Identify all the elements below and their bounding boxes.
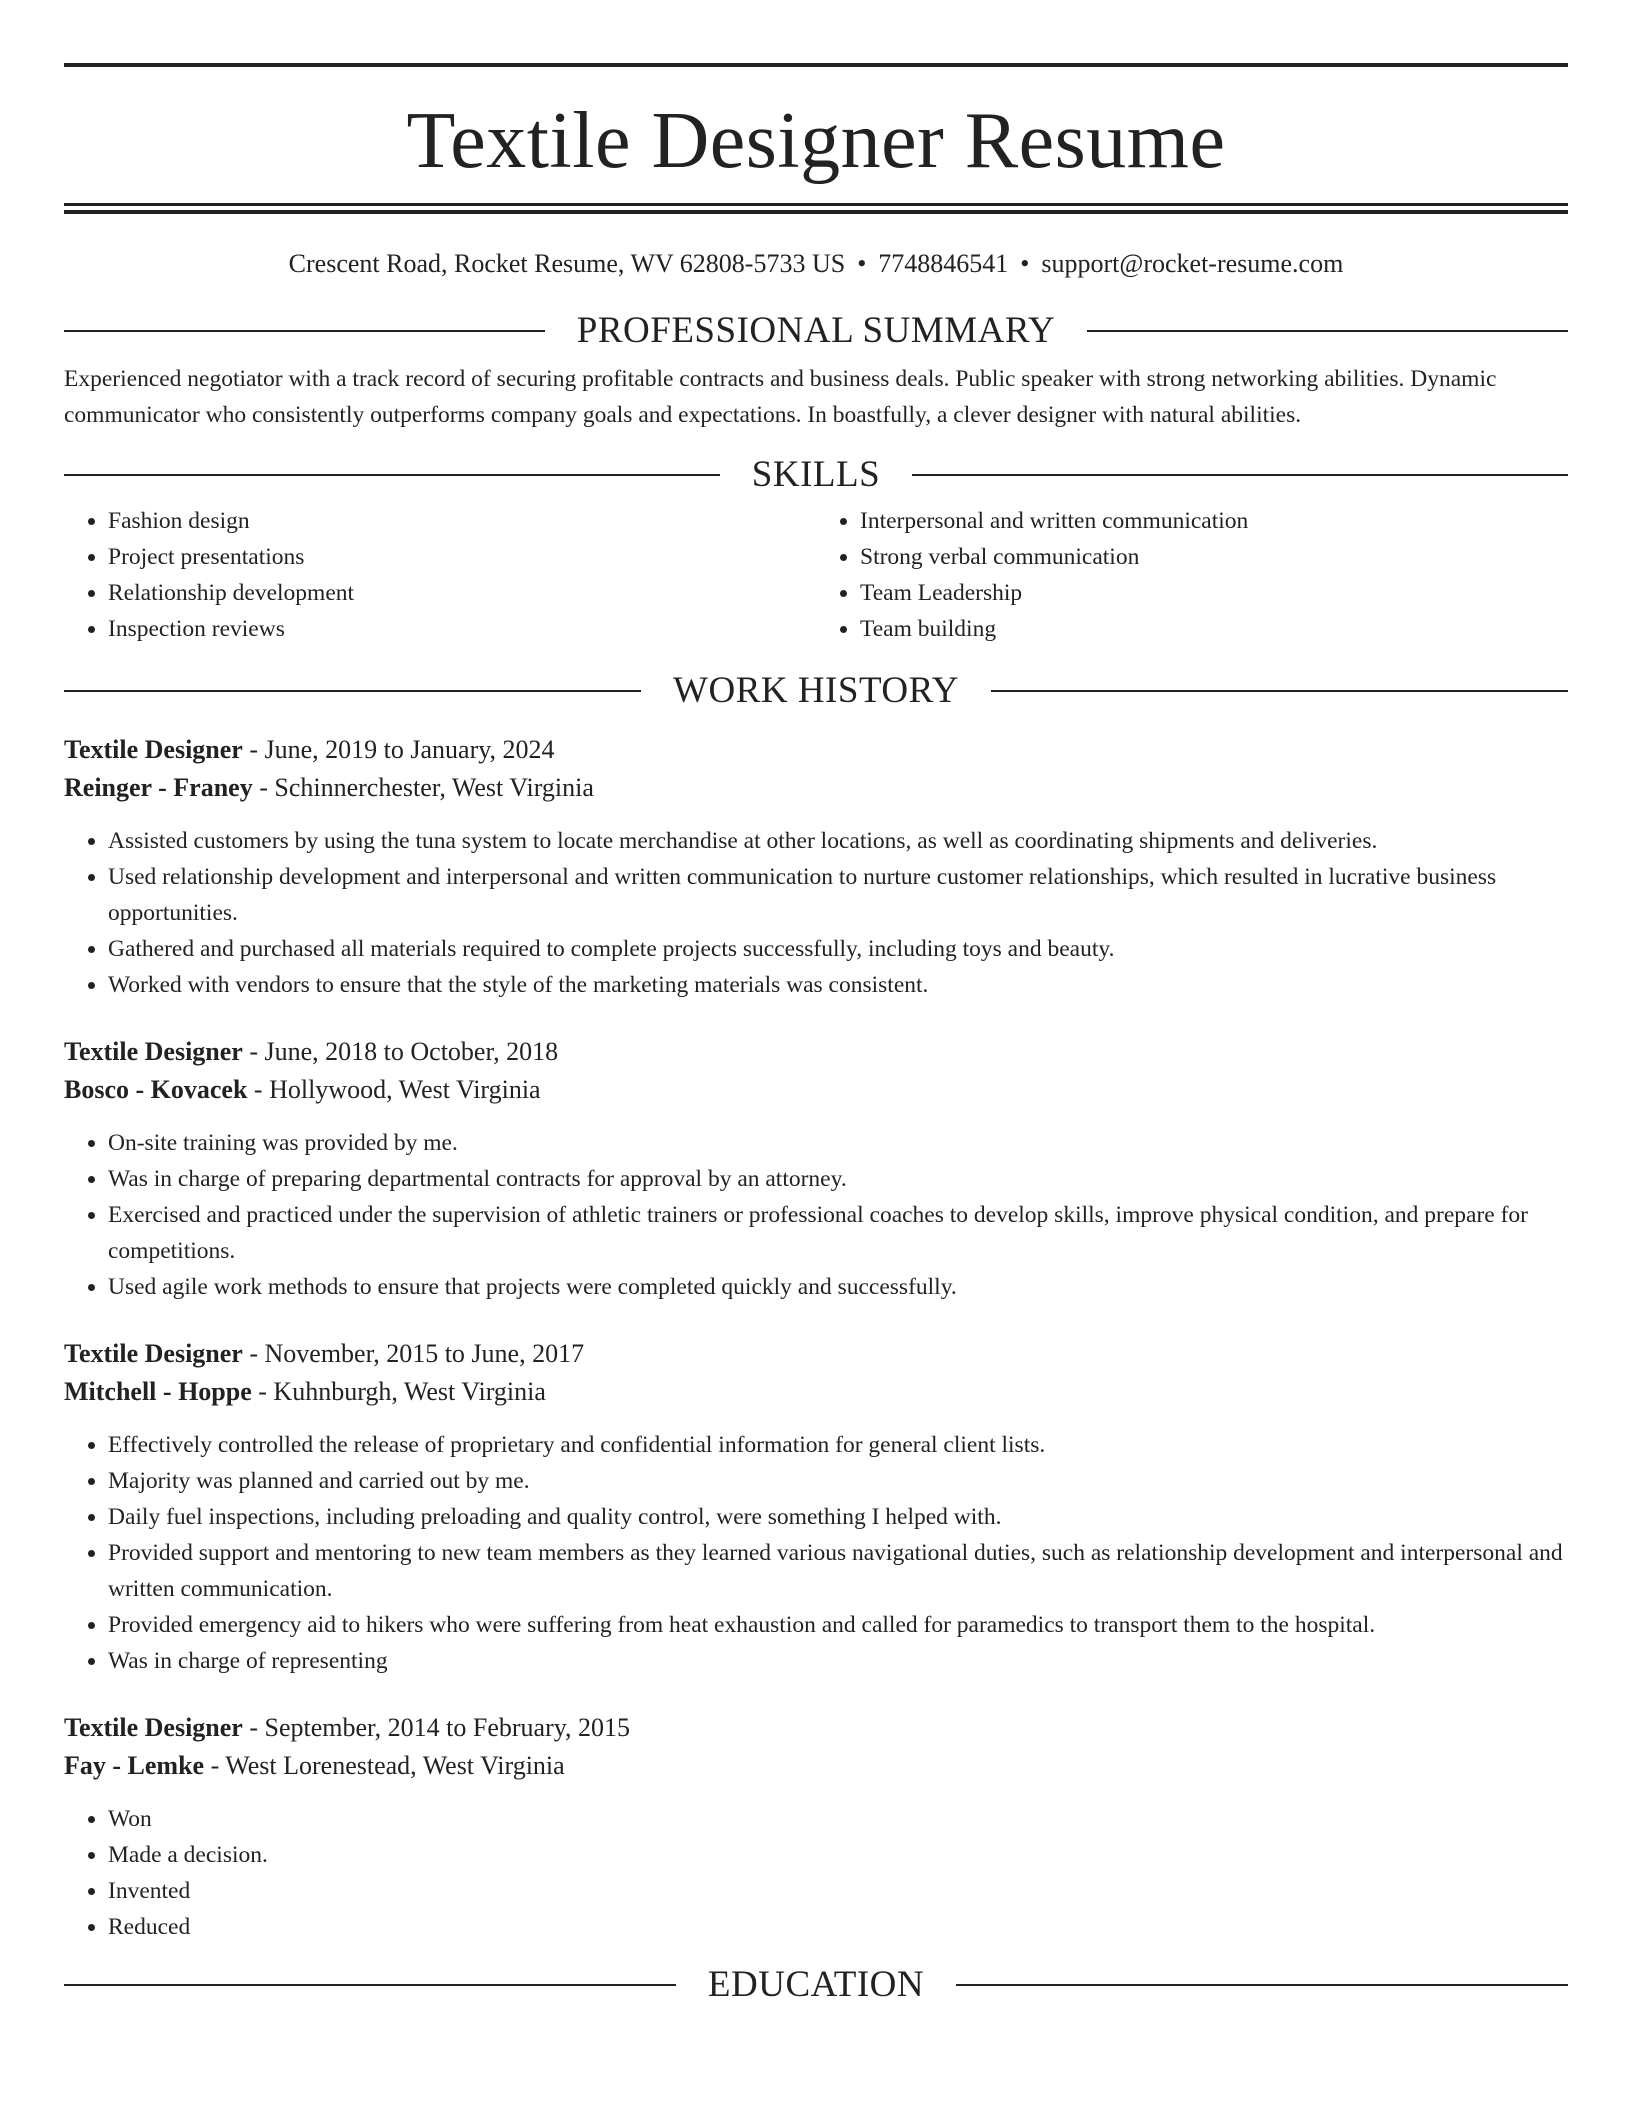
contact-line xyxy=(64,248,1568,280)
summary-text: Experienced negotiator with a track record of securing profitable contracts and business deals. Public speaker with strong networking abilities. Dynamic communicator who consistently outperforms company goals and expectations. In boastfully, a clever designer with natural abilities. xyxy=(64,366,1497,428)
job-entry xyxy=(64,1033,1568,1305)
skills-list xyxy=(64,503,1568,647)
job-title: Textile Designer xyxy=(64,1037,243,1066)
job-location: - Hollywood, West Virginia xyxy=(247,1075,541,1104)
skill-item: • Project presentations xyxy=(108,539,816,575)
job-title-line xyxy=(64,1335,1568,1373)
job-company: Bosco - Kovacek xyxy=(64,1075,248,1104)
job-bullet: • Won xyxy=(108,1801,1568,1837)
heading-rule-right xyxy=(956,1984,1568,1986)
job-company-line xyxy=(64,1373,1568,1411)
job-bullets xyxy=(64,1801,1568,1945)
job-dates: - June, 2018 to October, 2018 xyxy=(242,1037,559,1066)
job-company: Reinger - Franey xyxy=(64,773,253,802)
job-bullets xyxy=(64,1125,1568,1305)
heading-rule-right xyxy=(991,690,1568,692)
contact-address: Crescent Road, Rocket Resume, WV 62808-5733 US xyxy=(288,249,846,278)
skills-column-left xyxy=(64,503,816,647)
job-entry xyxy=(64,1335,1568,1679)
education-heading xyxy=(64,1964,1568,2005)
heading-rule-left xyxy=(64,1984,676,1986)
job-bullets xyxy=(64,1427,1568,1679)
job-dates: - June, 2019 to January, 2024 xyxy=(242,735,555,764)
job-company: Fay - Lemke xyxy=(64,1751,205,1780)
job-company: Mitchell - Hoppe xyxy=(64,1377,252,1406)
job-location: - Schinnerchester, West Virginia xyxy=(252,773,594,802)
job-bullet: • On-site training was provided by me. xyxy=(108,1125,1568,1161)
education-heading-label: EDUCATION xyxy=(707,1964,925,2005)
skills-heading xyxy=(64,454,1568,495)
job-bullet: • Provided emergency aid to hikers who were suffering from heat exhaustion and called for paramedics to transport them to the hospital. xyxy=(108,1607,1568,1643)
job-company-line xyxy=(64,769,1568,807)
job-bullet: • Provided support and mentoring to new team members as they learned various navigational duties, such as relationship development and interpersonal and written communication. xyxy=(108,1535,1568,1607)
heading-rule-right xyxy=(1087,330,1568,332)
job-bullet: • Gathered and purchased all materials required to complete projects successfully, including toys and beauty. xyxy=(108,931,1568,967)
skill-item: • Relationship development xyxy=(108,575,816,611)
job-company-line xyxy=(64,1071,1568,1109)
job-location: - Kuhnburgh, West Virginia xyxy=(251,1377,546,1406)
job-bullet: • Was in charge of representing xyxy=(108,1643,1568,1679)
job-bullet: • Worked with vendors to ensure that the style of the marketing materials was consistent. xyxy=(108,967,1568,1003)
job-bullet: • Daily fuel inspections, including preloading and quality control, were something I helped with. xyxy=(108,1499,1568,1535)
resume-page xyxy=(64,0,1568,2003)
heading-rule-left xyxy=(64,474,720,476)
job-dates: - September, 2014 to February, 2015 xyxy=(242,1713,631,1742)
work-heading-label: WORK HISTORY xyxy=(673,670,959,711)
job-title: Textile Designer xyxy=(64,1339,243,1368)
job-title-line xyxy=(64,1033,1568,1071)
job-title-line xyxy=(64,1709,1568,1747)
job-bullet: • Used agile work methods to ensure that projects were completed quickly and successfully. xyxy=(108,1269,1568,1305)
work-heading xyxy=(64,670,1568,711)
contact-separator: • xyxy=(857,249,867,278)
contact-phone: 7748846541 xyxy=(878,249,1009,278)
heading-rule-left xyxy=(64,690,641,692)
top-rule xyxy=(64,63,1568,67)
title-double-rule xyxy=(64,203,1568,214)
skill-item: • Interpersonal and written communication xyxy=(860,503,1568,539)
contact-email[interactable]: support@rocket-resume.com xyxy=(1041,249,1344,278)
job-bullets xyxy=(64,823,1568,1003)
resume-title: Textile Designer Resume xyxy=(406,97,1226,185)
job-bullet: • Exercised and practiced under the supervision of athletic trainers or professional coaches to develop skills, improve physical condition, and prepare for competitions. xyxy=(108,1197,1568,1269)
job-company-line xyxy=(64,1747,1568,1785)
skill-item: • Fashion design xyxy=(108,503,816,539)
job-bullet: • Reduced xyxy=(108,1909,1568,1945)
heading-rule-right xyxy=(912,474,1568,476)
job-bullet: • Invented xyxy=(108,1873,1568,1909)
job-location: - West Lorenestead, West Virginia xyxy=(204,1751,565,1780)
job-entry xyxy=(64,1709,1568,1945)
skills-column-right xyxy=(816,503,1568,647)
job-title: Textile Designer xyxy=(64,735,243,764)
job-bullet: • Assisted customers by using the tuna system to locate merchandise at other locations, as well as coordinating shipments and deliveries. xyxy=(108,823,1568,859)
summary-heading-label: PROFESSIONAL SUMMARY xyxy=(576,310,1056,351)
contact-separator: • xyxy=(1020,249,1030,278)
job-bullet: • Effectively controlled the release of proprietary and confidential information for general client lists. xyxy=(108,1427,1568,1463)
job-entry xyxy=(64,731,1568,1003)
skill-item: • Inspection reviews xyxy=(108,611,816,647)
skill-item: • Strong verbal communication xyxy=(860,539,1568,575)
heading-rule-left xyxy=(64,330,545,332)
job-bullet: • Was in charge of preparing departmental contracts for approval by an attorney. xyxy=(108,1161,1568,1197)
job-title-line xyxy=(64,731,1568,769)
summary-heading xyxy=(64,310,1568,351)
job-title: Textile Designer xyxy=(64,1713,243,1742)
job-bullet: • Made a decision. xyxy=(108,1837,1568,1873)
skill-item: • Team building xyxy=(860,611,1568,647)
skills-heading-label: SKILLS xyxy=(751,454,881,495)
job-bullet: • Majority was planned and carried out by me. xyxy=(108,1463,1568,1499)
job-dates: - November, 2015 to June, 2017 xyxy=(242,1339,585,1368)
job-bullet: • Used relationship development and interpersonal and written communication to nurture customer relationships, which resulted in lucrative business opportunities. xyxy=(108,859,1568,931)
skill-item: • Team Leadership xyxy=(860,575,1568,611)
